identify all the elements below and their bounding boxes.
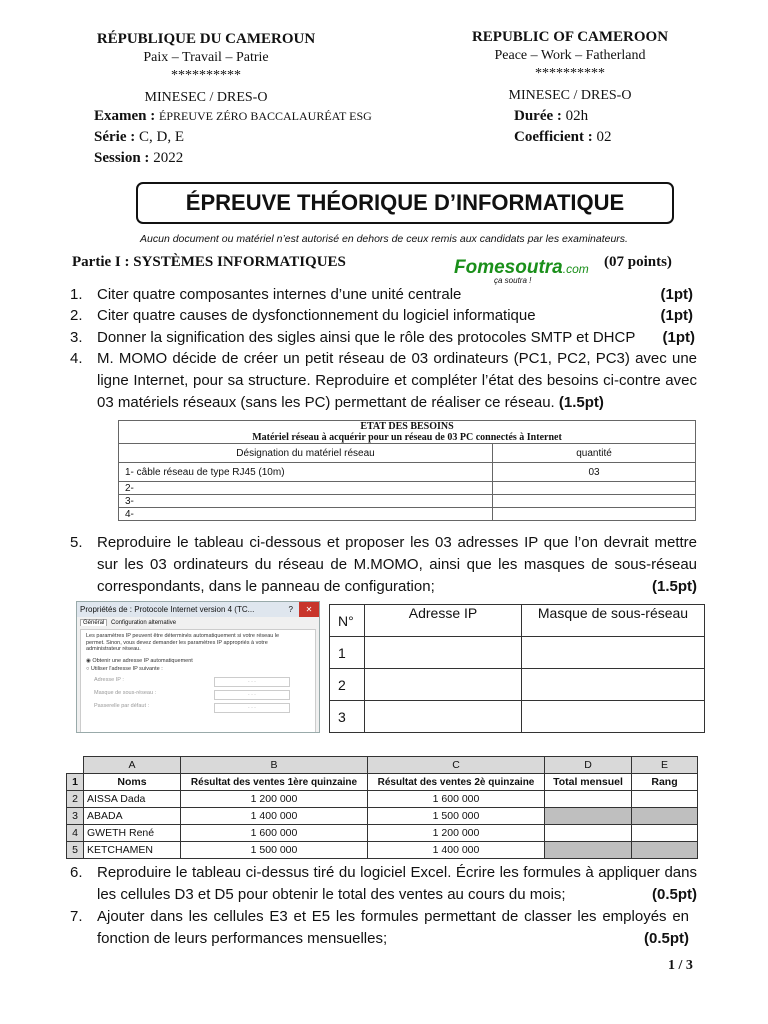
country-fr: RÉPUBLIQUE DU CAMEROUN [96,31,316,47]
cell [365,637,522,669]
table-row [67,842,698,859]
cell: 1 600 000 [181,825,368,842]
help-icon[interactable]: ? [288,605,293,614]
question-points: (0.5pt) [644,930,689,947]
cell [632,808,698,825]
table-row [119,463,696,482]
notice: Aucun document ou matériel n’est autorisé en dehors de ceux remis aux candidats par les examinateurs. [140,233,628,245]
corner-cell [67,757,84,774]
question-points: (0.5pt) [652,886,697,903]
question-text: M. MOMO décide de créer un petit réseau de 03 ordinateurs (PC1, PC2, PC3) avec une ligne Internet, pour sa structure. Reproduire et compléter l’état des besoins ci-contre avec 03 matériels réseaux (sans les PC) permettant de réaliser ce réseau. [97,350,697,411]
question-number: 7. [70,908,83,925]
header-right [440,28,700,105]
table-row [119,482,696,495]
header-left [76,30,336,107]
cell [545,825,632,842]
row-number: 2 [330,669,365,701]
table-row [330,637,705,669]
logo-slogan: ça soutra ! [494,276,532,285]
question-text: Reproduire le tableau ci-dessous et proposer les 03 adresses IP que l’on devrait mettre sur les 03 ordinateurs du réseau de M.MOMO, ainsi que les masques de sous-réseau correspondants, dans le panneau de configuration; [97,534,697,595]
exam-title: ÉPREUVE THÉORIQUE D’INFORMATIQUE [136,182,674,224]
header-cell: Résultat des ventes 2è quinzaine [368,774,545,791]
cell: 4- [119,508,493,521]
gateway-field[interactable]: . . . [214,703,290,713]
cell [632,842,698,859]
tab-general[interactable]: Général [80,619,107,626]
session-value: 2022 [153,150,184,166]
serie-label: Série : [94,129,136,145]
question-text: Citer quatre causes de dysfonctionnement du logiciel informatique [97,307,536,324]
row-number: 1 [67,774,84,791]
cell: 3- [119,495,493,508]
header-cell: Total mensuel [545,774,632,791]
question-text: Donner la signification des sigles ainsi que le rôle des protocoles SMTP et DHCP [97,329,636,346]
table-row [119,508,696,521]
question-number: 6. [70,864,83,881]
cell [365,669,522,701]
besoins-table [118,420,696,521]
table-row [67,808,698,825]
exam-meta-right [514,106,611,148]
cell: 03 [493,463,696,482]
col-header-mask: Masque de sous-réseau [522,605,705,637]
cell: KETCHAMEN [84,842,181,859]
country-en: REPUBLIC OF CAMEROON [471,29,669,45]
page-number: 1 / 3 [668,958,693,973]
coef-value: 02 [596,129,612,145]
part1-points: (07 points) [604,254,672,270]
row-number: 5 [67,842,84,859]
col-letter: E [632,757,698,774]
cell: 1 600 000 [368,791,545,808]
question-text: Ajouter dans les cellules E3 et E5 les formules permettant de classer les employés en fonction de leurs performances mensuelles; [97,908,689,947]
header-cell: Rang [632,774,698,791]
besoins-title: ETAT DES BESOINS [360,421,454,432]
header-cell: Noms [84,774,181,791]
besoins-col-quantite: quantité [493,444,696,463]
table-row [67,825,698,842]
ip-field-label: Adresse IP : [94,676,124,683]
cell [365,701,522,733]
ministry-en: MINESEC / DRES-O [508,88,632,103]
radio-manual-label: Utiliser l'adresse IP suivante : [90,666,163,672]
cell [522,701,705,733]
tcpip-dialog [76,601,320,733]
cell: 2- [119,482,493,495]
row-number: 1 [330,637,365,669]
question-points: (1pt) [660,307,693,324]
question-points: (1.5pt) [558,394,604,411]
cell: 1 500 000 [368,808,545,825]
motto-fr: Paix – Travail – Patrie [143,50,269,65]
besoins-subtitle: Matériel réseau à acquérir pour un réseau de 03 PC connectés à Internet [252,432,562,443]
ip-table [329,604,705,733]
motto-en: Peace – Work – Fatherland [494,48,646,63]
logo-text: Fomesoutra [454,257,563,278]
stars-en: ********** [535,66,605,81]
question-points: (1pt) [662,329,695,346]
col-letter: C [368,757,545,774]
question-points: (1.5pt) [652,578,697,595]
row-number: 4 [67,825,84,842]
cell: ABADA [84,808,181,825]
besoins-col-designation: Désignation du matériel réseau [119,444,493,463]
question-text: Reproduire le tableau ci-dessus tiré du logiciel Excel. Écrire les formules à appliquer dans les cellules D3 et D5 pour obtenir le total des ventes au cours du mois; [97,864,697,903]
cell: 1- câble réseau de type RJ45 (10m) [119,463,493,482]
table-row [330,669,705,701]
cell: 1 400 000 [181,808,368,825]
close-icon[interactable]: ✕ [299,602,319,617]
cell [493,482,696,495]
logo-suffix: .com [562,262,589,276]
cell: 1 200 000 [181,791,368,808]
cell [632,791,698,808]
question-number: 3. [70,329,83,346]
cell: 1 200 000 [368,825,545,842]
cell [493,495,696,508]
mask-field-label: Masque de sous-réseau : [94,689,157,696]
cell: AISSA Dada [84,791,181,808]
question-number: 1. [70,286,83,303]
cell [632,825,698,842]
cell: 1 400 000 [368,842,545,859]
header-cell: Résultat des ventes 1ère quinzaine [181,774,368,791]
examen-label: Examen : [94,108,156,124]
part1-title: Partie I : SYSTÈMES INFORMATIQUES [72,254,346,270]
duree-value: 02h [565,108,589,124]
col-letter: A [84,757,181,774]
table-row [330,701,705,733]
cell: GWETH René [84,825,181,842]
col-header-num: N° [330,605,365,637]
radio-auto-label: Obtenir une adresse IP automatiquement [92,657,193,664]
mask-field[interactable]: . . . [214,690,290,700]
coef-label: Coefficient : [514,129,593,145]
col-letter: D [545,757,632,774]
cell: 1 500 000 [181,842,368,859]
row-number: 3 [330,701,365,733]
col-header-ip: Adresse IP [365,605,522,637]
dialog-titlebar [77,602,319,617]
cell [522,669,705,701]
col-letter: B [181,757,368,774]
question-number: 5. [70,534,83,551]
ministry-fr: MINESEC / DRES-O [144,90,268,105]
radio-manual[interactable]: ○ Utiliser l'adresse IP suivante : [86,666,163,672]
session-label: Session : [94,150,150,166]
cell [545,791,632,808]
question-points: (1pt) [660,286,693,303]
table-row [67,791,698,808]
examen-value: ÉPREUVE ZÉRO BACCALAURÉAT ESG [159,109,372,123]
fomesoutra-logo [454,257,589,285]
row-number: 2 [67,791,84,808]
cell [545,808,632,825]
table-row [119,495,696,508]
serie-value: C, D, E [138,129,184,145]
ip-field[interactable]: . . . [214,677,290,687]
cell [493,508,696,521]
excel-table [66,756,698,859]
stars-fr: ********** [171,68,241,83]
question-text: Citer quatre composantes internes d’une unité centrale [97,286,462,303]
dialog-title: Propriétés de : Protocole Internet version 4 (TC... [80,605,255,614]
row-number: 3 [67,808,84,825]
radio-auto[interactable]: ◉ Obtenir une adresse IP automatiquement [86,657,193,664]
duree-label: Durée : [514,108,562,124]
question-number: 2. [70,307,83,324]
exam-meta-left [94,106,372,169]
gateway-field-label: Passerelle par défaut : [94,702,150,709]
cell [522,637,705,669]
question-number: 4. [70,350,83,367]
tab-alternative[interactable]: Configuration alternative [111,620,177,626]
dialog-description: Les paramètres IP peuvent être déterminés automatiquement si votre réseau le permet. Sinon, vous devez demander les paramètres IP appropriés à votre administrateur réseau. [86,633,280,652]
cell [545,842,632,859]
